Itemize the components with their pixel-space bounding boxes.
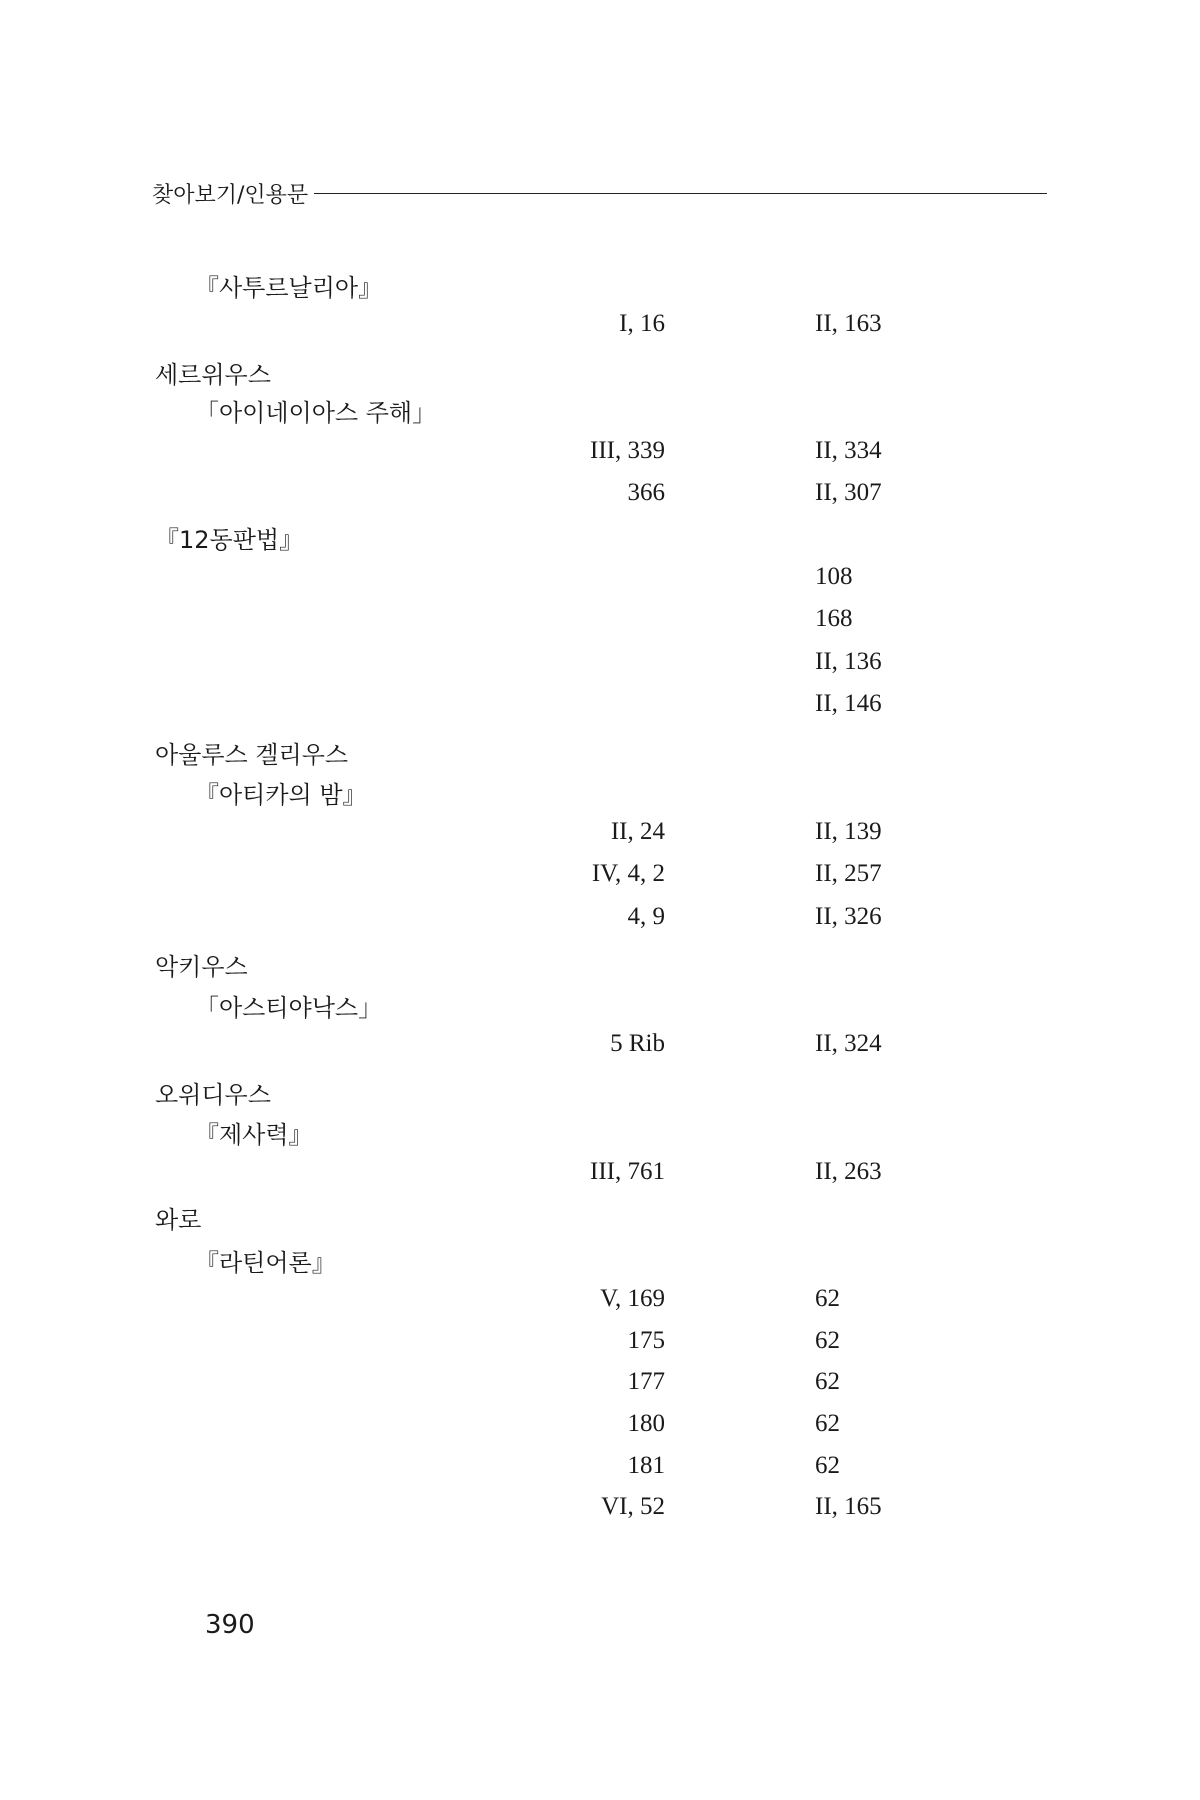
author-name: 오위디우스: [155, 1081, 271, 1109]
source-location: 366: [627, 479, 665, 506]
source-location: I, 16: [619, 310, 665, 337]
reference-page: II, 307: [815, 479, 882, 506]
author-name: 악키우스: [155, 953, 248, 981]
reference-page: II, 165: [815, 1493, 882, 1520]
header-rule: [314, 193, 1047, 194]
reference-page: 62: [815, 1327, 840, 1354]
source-location: VI, 52: [601, 1493, 665, 1520]
source-location: 5 Rib: [610, 1030, 665, 1057]
source-location: IV, 4, 2: [591, 860, 665, 887]
work-title: 『아티카의 밤』: [195, 781, 367, 809]
header-title: 찾아보기/인용문: [152, 183, 309, 208]
work-title: 「아스티야낙스」: [195, 994, 383, 1022]
reference-page: II, 334: [815, 437, 882, 464]
work-title: 『라틴어론』: [195, 1249, 336, 1277]
reference-page: 62: [815, 1410, 840, 1437]
source-location: 177: [627, 1368, 665, 1395]
work-title: 『제사력』: [195, 1121, 313, 1149]
reference-page: 62: [815, 1368, 840, 1395]
reference-page: II, 326: [815, 903, 882, 930]
reference-page: II, 139: [815, 818, 882, 845]
reference-page: 62: [815, 1452, 840, 1479]
reference-page: II, 324: [815, 1030, 882, 1057]
source-location: 181: [627, 1452, 665, 1479]
reference-page: 168: [815, 605, 853, 632]
source-location: 175: [627, 1327, 665, 1354]
reference-page: II, 146: [815, 690, 882, 717]
reference-page: 108: [815, 563, 853, 590]
author-name: 아울루스 겔리우스: [155, 741, 349, 769]
work-title: 『12동판법』: [155, 526, 304, 554]
source-location: V, 169: [600, 1285, 665, 1312]
source-location: II, 24: [610, 818, 665, 845]
reference-page: II, 263: [815, 1158, 882, 1185]
page-number: 390: [205, 1610, 255, 1640]
source-location: 4, 9: [627, 903, 665, 930]
source-location: III, 761: [590, 1158, 665, 1185]
reference-page: II, 136: [815, 648, 882, 675]
work-title: 「아이네이아스 주해」: [195, 399, 437, 427]
author-name: 세르위우스: [155, 361, 271, 389]
source-location: 180: [627, 1410, 665, 1437]
reference-page: II, 257: [815, 860, 882, 887]
author-name: 와로: [155, 1206, 202, 1234]
running-header: [152, 178, 1047, 209]
work-title: 『사투르날리아』: [195, 274, 383, 302]
reference-page: 62: [815, 1285, 840, 1312]
reference-page: II, 163: [815, 310, 882, 337]
source-location: III, 339: [590, 437, 665, 464]
